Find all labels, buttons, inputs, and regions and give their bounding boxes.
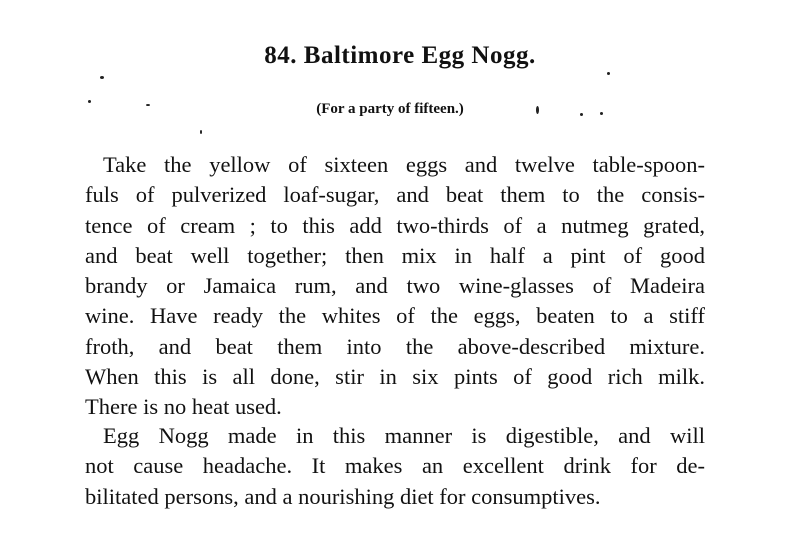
print-speck: [100, 76, 104, 79]
text-line: There is no heat used.: [85, 394, 282, 420]
recipe-paragraph-2: [85, 421, 705, 512]
recipe-subtitle: (For a party of fifteen.): [316, 101, 464, 117]
text-line: When this is all done, stir in six pints of good rich milk.: [85, 364, 705, 390]
text-line: Take the yellow of sixteen eggs and twelve table-spoon-: [103, 152, 705, 177]
recipe-title: 84. Baltimore Egg Nogg.: [264, 42, 536, 69]
text-line: not cause headache. It makes an excellent drink for de-: [85, 453, 705, 479]
recipe-paragraph-1: [85, 150, 705, 423]
text-line: froth, and beat them into the above-described mixture.: [85, 333, 705, 359]
print-speck: [200, 130, 202, 134]
text-line: bilitated persons, and a nourishing diet for consumptives.: [85, 483, 601, 509]
text-line: brandy or Jamaica rum, and two wine-glasses of Madeira: [85, 273, 705, 299]
text-line: and beat well together; then mix in half a pint of good: [85, 242, 705, 268]
text-line: fuls of pulverized loaf-sugar, and beat them to the consis-: [85, 182, 705, 208]
text-line: tence of cream ; to this add two-thirds of a nutmeg grated,: [85, 212, 705, 238]
text-line: wine. Have ready the whites of the eggs, beaten to a stiff: [85, 303, 705, 329]
print-speck: [607, 72, 610, 75]
text-line: Egg Nogg made in this manner is digestible, and will: [103, 423, 705, 448]
